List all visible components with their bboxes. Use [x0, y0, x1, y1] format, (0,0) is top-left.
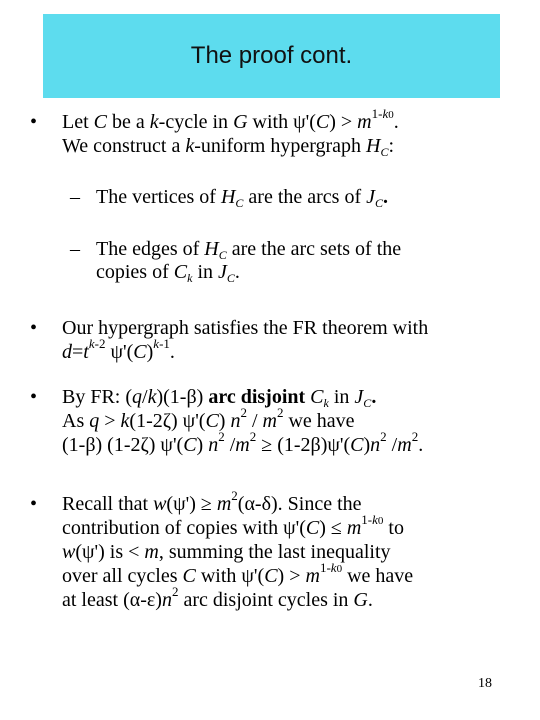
dash-marker: –: [70, 186, 80, 208]
sub-bullet-1-text: The vertices of $H_C$ are the arcs of $J_C$.: [96, 186, 389, 210]
bullet-1-line-2: We construct a k-uniform hypergraph $H_C$:: [62, 135, 395, 159]
bullet-4-text: Recall that $w(\psi') \ge m^2(\alpha-\delta)$. Since the contribution of copies with $\psi'(C) \le m^{1-k0}$ to w(ψ') is < m, summing the last inequality over all cycles C with $\psi'(C) > m^{1-k0}$ we have at least $(\alpha-\varepsilon)n^2$ arc disjoint cycles in G.: [62, 488, 414, 611]
dash-marker: –: [70, 238, 80, 260]
bullet-2-text: Our hypergraph satisfies the FR theorem with $d=t^{k-2}$ $\psi'(C)^{k-1}$.: [62, 317, 429, 363]
bullet-marker: •: [30, 493, 38, 515]
bullet-1-line-1: Let C be a k-cycle in G with $\psi'(C) > m^{1-k0}$.: [62, 106, 399, 133]
bullet-marker: •: [30, 317, 38, 339]
bullet-3-text: By FR: (q/k)(1-β) arc disjoint $C_k$ in $J_C$. As q > k(1-2ζ) ψ'(C) $n^2 / m^2$ we have (1-β) (1-2ζ) ψ'(C) $n^2$ $/m^2 \ge (1-2\beta)\psi'(C)n^2$ $/m^2$.: [62, 386, 424, 456]
page-number: 18: [478, 676, 492, 691]
slide-title: The proof cont.: [190, 42, 353, 69]
bullet-1-text: [62, 106, 399, 159]
title-banner: [43, 14, 500, 98]
sub-bullet-2-text: The edges of $H_C$ are the arc sets of the copies of $C_k$ in $J_C$.: [96, 238, 402, 285]
bullet-marker: •: [30, 111, 38, 133]
bullet-marker: •: [30, 386, 38, 408]
